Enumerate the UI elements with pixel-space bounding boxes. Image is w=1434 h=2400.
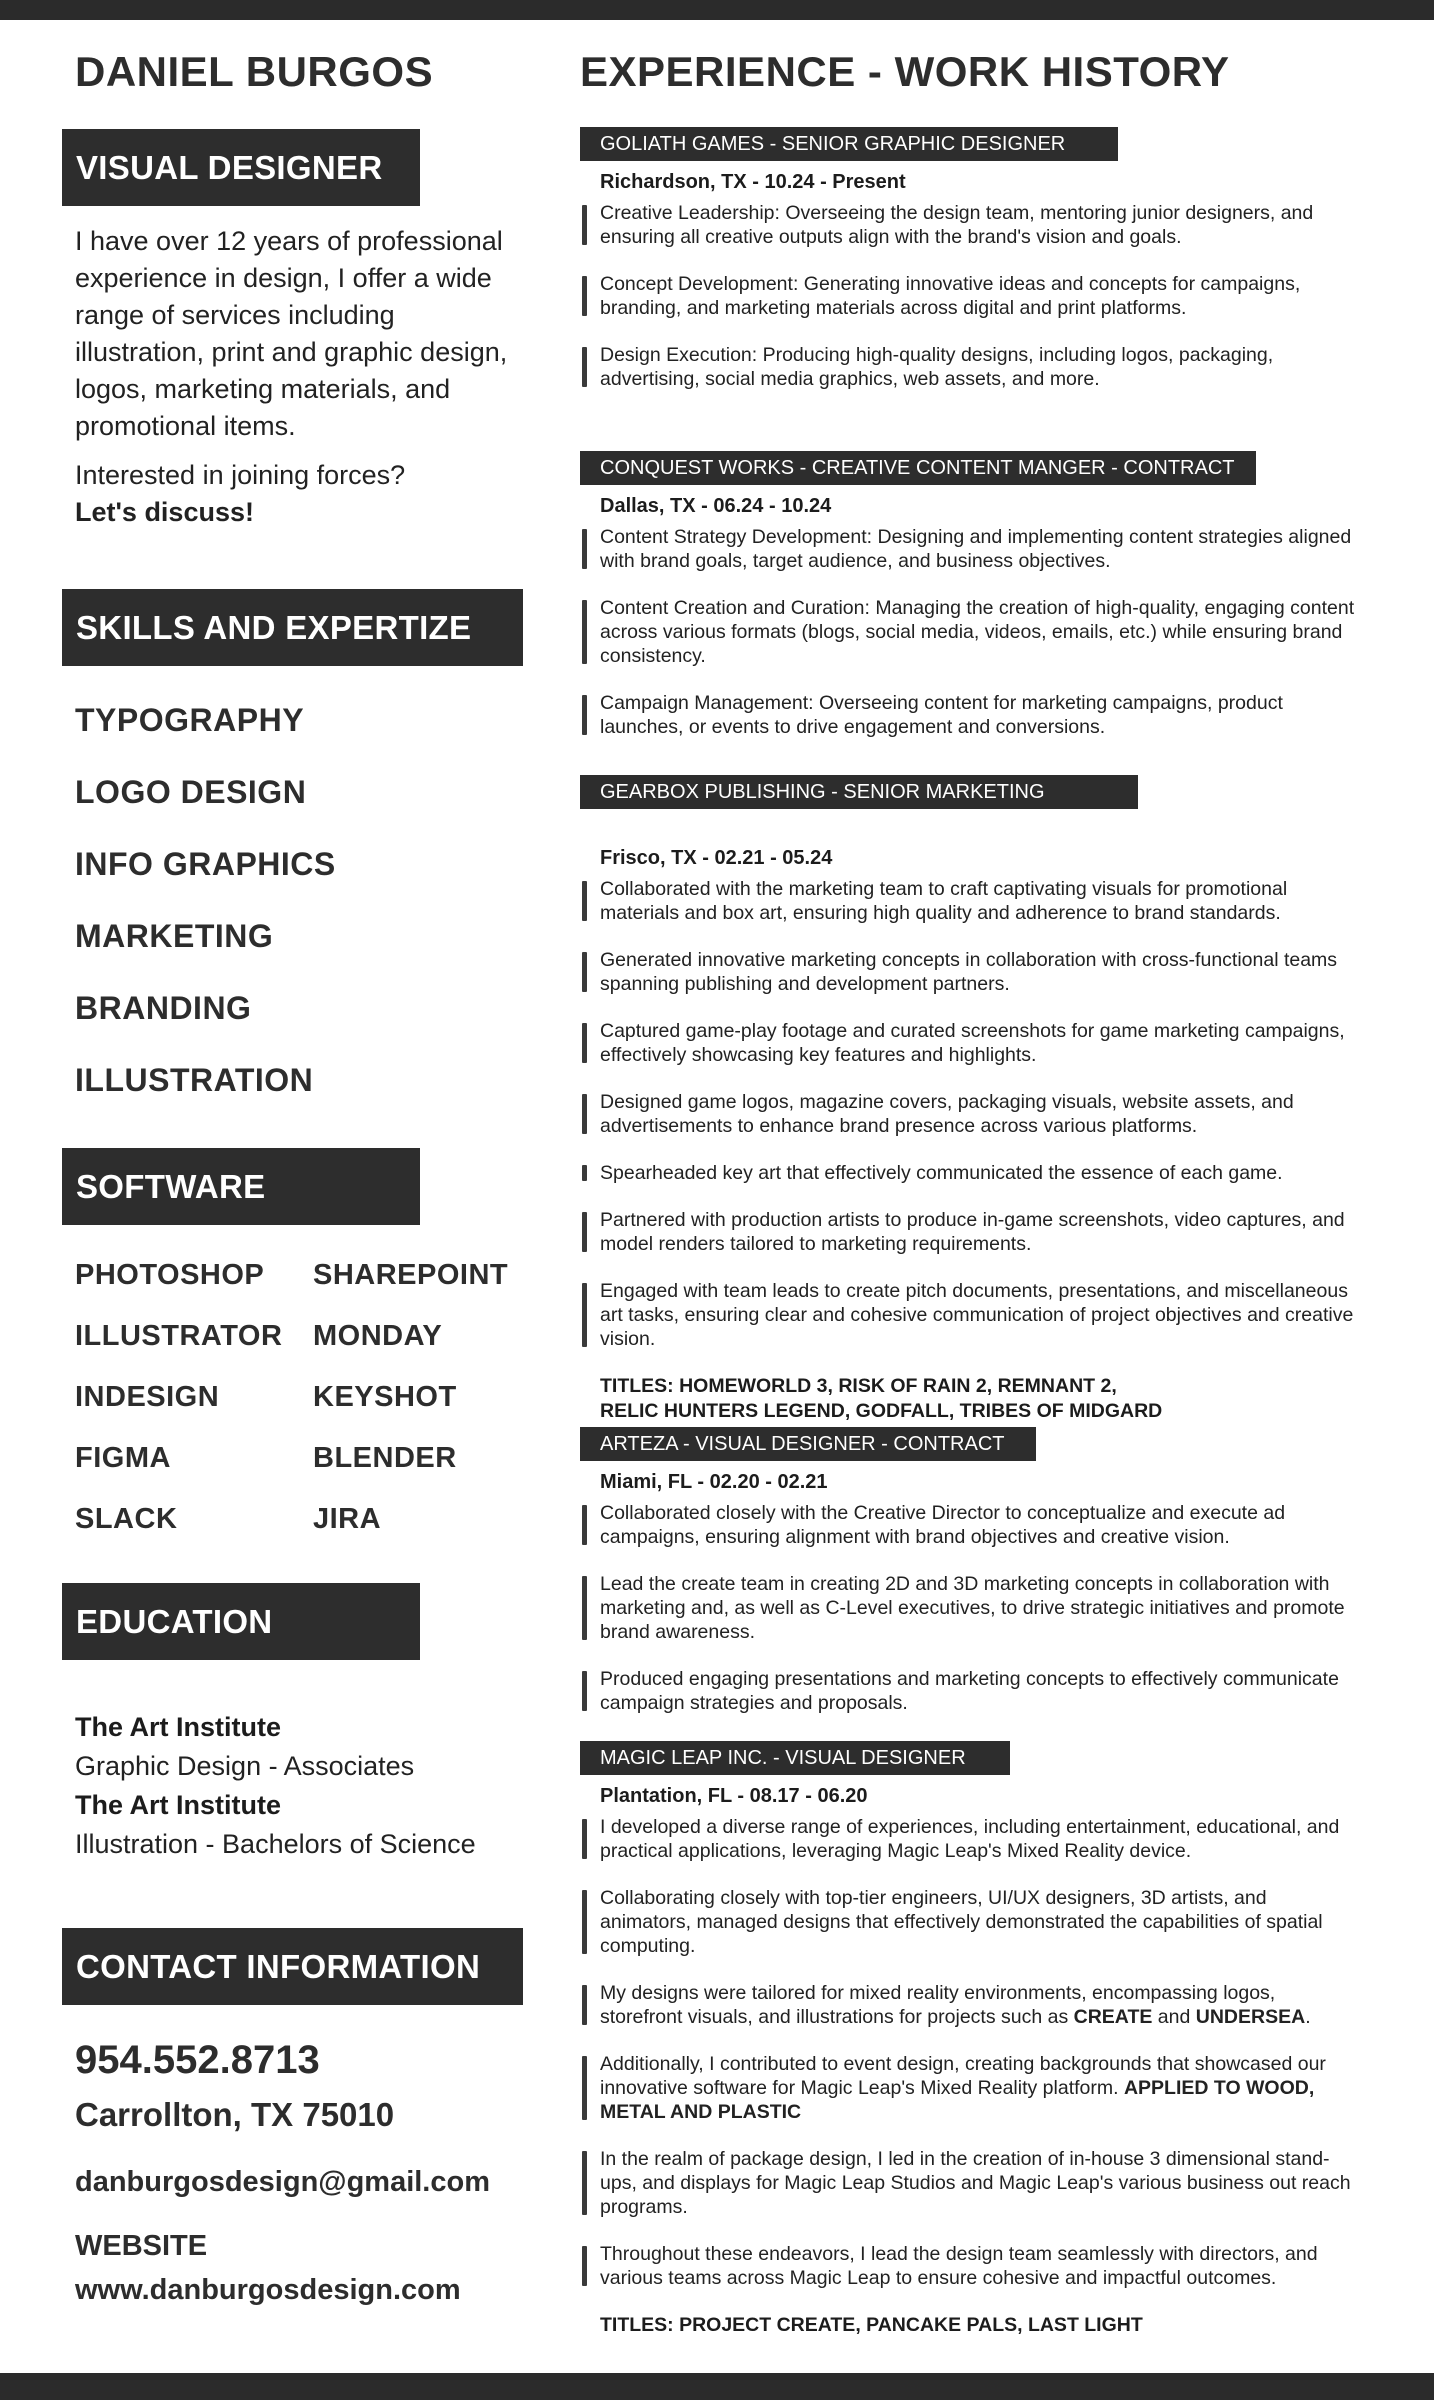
job-titles-line: TITLES: PROJECT CREATE, PANCAKE PALS, LAST LIGHT (600, 2314, 1143, 2336)
skill-item: MARKETING (75, 918, 274, 954)
job-bullet: Collaborated with the marketing team to craft captivating visuals for promotional materials and box art, ensuring high quality and adherence to brand standards. (580, 877, 1360, 925)
job-bullet: Partnered with production artists to produce in-game screenshots, video captures, and model renders tailored to marketing requirements. (580, 1208, 1360, 1256)
education-school: The Art Institute (75, 1790, 281, 1820)
job-titles (600, 1374, 1360, 1424)
job-bullet: Content Strategy Development: Designing and implementing content strategies aligned with brand goals, target audience, and business objectives. (580, 525, 1360, 573)
cta-bold: Let's discuss! (75, 497, 254, 527)
contact-block (75, 2030, 490, 2312)
website-url: www.danburgosdesign.com (75, 2274, 461, 2306)
experience-title: EXPERIENCE - WORK HISTORY (580, 48, 1230, 95)
job-bullet: Captured game-play footage and curated screenshots for game marketing campaigns, effectively showcasing key features and highlights. (580, 1019, 1360, 1067)
software-item: ILLUSTRATOR (75, 1320, 283, 1352)
bullet-text: Additionally, I contributed to event design, creating backgrounds that showcased our innovative software for Magic Leap's Mixed Reality platform. (600, 2053, 1326, 2099)
job-location-dates: Dallas, TX - 06.24 - 10.24 (600, 495, 832, 517)
job-bullet: Generated innovative marketing concepts in collaboration with cross-functional teams spanning publishing and development partners. (580, 948, 1360, 996)
website-label: WEBSITE (75, 2230, 208, 2262)
job-header: GEARBOX PUBLISHING - SENIOR MARKETING ARTIST (580, 775, 1138, 809)
role-heading: VISUAL DESIGNER (62, 129, 420, 206)
skills-list (75, 700, 336, 1132)
job-bullet (580, 2052, 1360, 2124)
job-location-dates: Plantation, FL - 08.17 - 06.20 (600, 1785, 868, 1807)
intro-text (75, 223, 515, 531)
job-bullet: Engaged with team leads to create pitch documents, presentations, and miscellaneous art tasks, ensuring clear and cohesive communication of project objectives and creative vision. (580, 1279, 1360, 1351)
software-grid (75, 1255, 535, 1539)
job-header: GOLIATH GAMES - SENIOR GRAPHIC DESIGNER (580, 127, 1118, 161)
software-item: SLACK (75, 1503, 178, 1535)
education-school: The Art Institute (75, 1712, 281, 1742)
job-bullet: In the realm of package design, I led in the creation of in-house 3 dimensional stand-ups, and displays for Magic Leap Studios and Magic Leap's various business out reach programs. (580, 2147, 1360, 2219)
job-bullet: Collaborated closely with the Creative Director to conceptualize and execute ad campaigns, ensuring alignment with brand objectives and creative vision. (580, 1501, 1360, 1549)
bottom-bar (0, 2373, 1434, 2400)
software-item: JIRA (313, 1503, 382, 1535)
job-bullet: Content Creation and Curation: Managing the creation of high-quality, engaging content across various formats (blogs, social media, videos, emails, etc.) while ensuring brand consistency. (580, 596, 1360, 668)
job-bullet: Concept Development: Generating innovative ideas and concepts for campaigns, branding, and marketing materials across digital and print platforms. (580, 272, 1360, 320)
job-header: CONQUEST WORKS - CREATIVE CONTENT MANGER - CONTRACT (580, 451, 1256, 485)
job-titles (600, 2313, 1360, 2338)
software-item: BLENDER (313, 1442, 457, 1474)
bullet-bold: APPLIED TO WOOD, METAL AND PLASTIC (600, 2077, 1315, 2123)
phone-number: 954.552.8713 (75, 2038, 320, 2082)
software-item: KEYSHOT (313, 1381, 457, 1413)
contact-heading: CONTACT INFORMATION (62, 1928, 523, 2005)
job-titles-line: RELIC HUNTERS LEGEND, GODFALL, TRIBES OF MIDGARD (600, 1400, 1163, 1422)
city-address: Carrollton, TX 75010 (75, 2096, 395, 2133)
job-bullet (580, 1981, 1360, 2029)
job-bullet: Throughout these endeavors, I lead the design team seamlessly with directors, and various teams across Magic Leap to ensure cohesive and impactful outcomes. (580, 2242, 1360, 2290)
bullet-bold: CREATE (1073, 2006, 1153, 2028)
job-entry (580, 775, 1360, 1424)
job-bullet: Designed game logos, magazine covers, packaging visuals, website assets, and advertisements to enhance brand presence across various platforms. (580, 1090, 1360, 1138)
job-location-dates: Frisco, TX - 02.21 - 05.24 (600, 847, 833, 869)
job-titles-line: TITLES: HOMEWORLD 3, RISK OF RAIN 2, REMNANT 2, (600, 1375, 1117, 1397)
job-location-dates: Miami, FL - 02.20 - 02.21 (600, 1471, 828, 1493)
job-header: MAGIC LEAP INC. - VISUAL DESIGNER (580, 1741, 1010, 1775)
skill-item: LOGO DESIGN (75, 774, 307, 810)
cta-question: Interested in joining forces? (75, 460, 406, 490)
candidate-name: DANIEL BURGOS (75, 48, 434, 95)
job-bullet: Collaborating closely with top-tier engineers, UI/UX designers, 3D artists, and animators, managed designs that effectively demonstrated the capabilities of spatial computing. (580, 1886, 1360, 1958)
education-heading: EDUCATION (62, 1583, 420, 1660)
job-bullet: Spearheaded key art that effectively communicated the essence of each game. (580, 1161, 1360, 1185)
software-item: SHAREPOINT (313, 1259, 509, 1291)
job-entry (580, 1427, 1360, 1738)
software-item: FIGMA (75, 1442, 171, 1474)
job-bullet: Design Execution: Producing high-quality designs, including logos, packaging, advertising, social media graphics, web assets, and more. (580, 343, 1360, 391)
skill-item: INFO GRAPHICS (75, 846, 336, 882)
software-heading: SOFTWARE (62, 1148, 420, 1225)
education-list (75, 1708, 476, 1864)
bullet-bold: UNDERSEA (1195, 2006, 1306, 2028)
software-item: PHOTOSHOP (75, 1259, 265, 1291)
software-item: MONDAY (313, 1320, 443, 1352)
job-bullet: I developed a diverse range of experiences, including entertainment, educational, and practical applications, leveraging Magic Leap's Mixed Reality device. (580, 1815, 1360, 1863)
education-degree: Graphic Design - Associates (75, 1751, 415, 1781)
job-entry (580, 127, 1360, 414)
skills-heading: SKILLS AND EXPERTIZE (62, 589, 523, 666)
job-bullet: Produced engaging presentations and marketing concepts to effectively communicate campaign strategies and proposals. (580, 1667, 1360, 1715)
bullet-text: My designs were tailored for mixed reality environments, encompassing logos, storefront visuals, and illustrations for projects such as (600, 1982, 1276, 2028)
job-location-dates: Richardson, TX - 10.24 - Present (600, 171, 906, 193)
bullet-text: . (1305, 2006, 1311, 2028)
left-column (0, 0, 560, 2373)
job-bullet: Lead the create team in creating 2D and 3D marketing concepts in collaboration with marketing and, as well as C-Level executives, to drive strategic initiatives and promote brand awareness. (580, 1572, 1360, 1644)
job-entry (580, 451, 1360, 762)
skill-item: ILLUSTRATION (75, 1062, 314, 1098)
skill-item: BRANDING (75, 990, 252, 1026)
job-bullet: Creative Leadership: Overseeing the design team, mentoring junior designers, and ensuring all creative outputs align with the brand's vision and goals. (580, 201, 1360, 249)
job-bullet: Campaign Management: Overseeing content for marketing campaigns, product launches, or events to drive engagement and conversions. (580, 691, 1360, 739)
education-degree: Illustration - Bachelors of Science (75, 1829, 476, 1859)
job-entry (580, 1741, 1360, 2338)
right-column (580, 0, 1360, 2373)
email-address: danburgosdesign@gmail.com (75, 2166, 490, 2198)
software-item: INDESIGN (75, 1381, 220, 1413)
intro-paragraph: I have over 12 years of professional experience in design, I offer a wide range of services including illustration, print and graphic design, logos, marketing materials, and promotional items. (75, 226, 508, 441)
job-header: ARTEZA - VISUAL DESIGNER - CONTRACT (580, 1427, 1036, 1461)
bullet-text: and (1152, 2006, 1196, 2028)
skill-item: TYPOGRAPHY (75, 702, 305, 738)
